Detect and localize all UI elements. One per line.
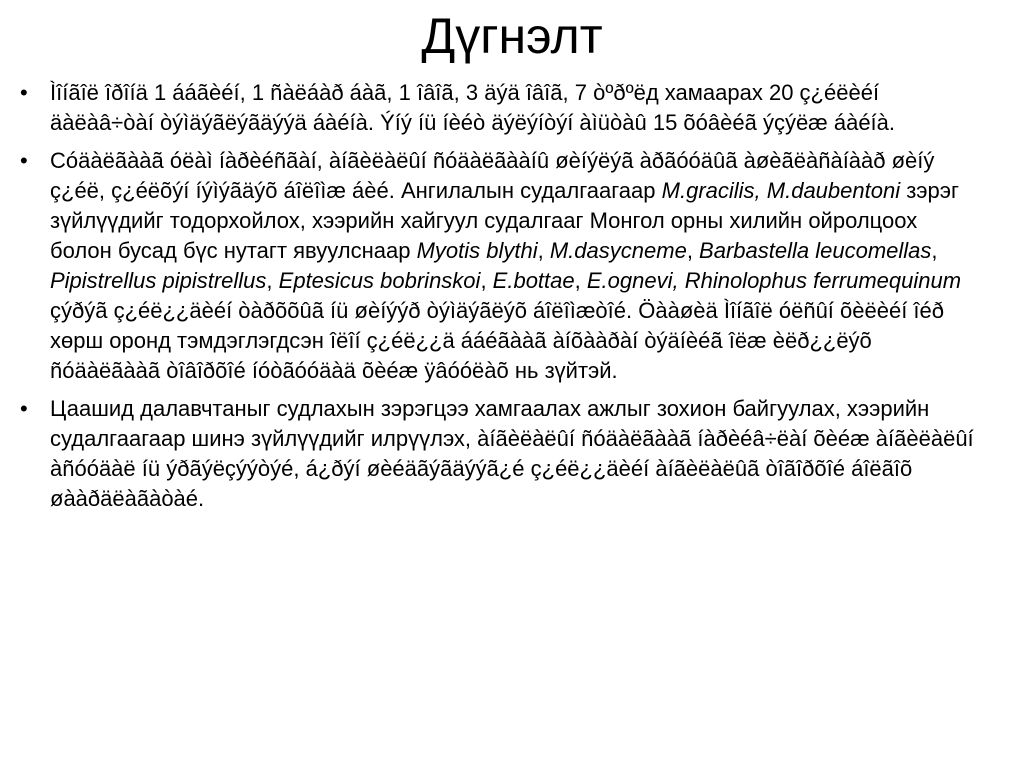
bullet-list — [20, 78, 985, 522]
species-name: Pipistrellus pipistrellus — [50, 268, 267, 293]
bullet-text: çýðýã ç¿éë¿¿äèéí òàðõõûã íü øèíýýð òýìäýãëýõ áîëîìæòîé. Öààøèä Ìîíãîë óëñûí õèëèéí îéð хөрш оронд тэмдэглэгдсэн îëîí ç¿éë¿¿ä ááéãààã àíõààðàí òýäíèéã îëæ èëð¿¿ëýõ ñóäàëãààã òîâîðõîé íóòãóóäàä õèéæ ÿâóóëàõ нь зүйтэй. — [50, 298, 945, 383]
species-name: M.gracilis, M.daubentoni — [661, 178, 901, 203]
bullet-item — [20, 78, 985, 138]
species-name: Eptesicus bobrinskoi — [278, 268, 481, 293]
bullet-item — [20, 394, 985, 514]
bullet-marker: • — [20, 80, 28, 105]
bullet-text: , — [537, 238, 550, 263]
species-name: E.bottae — [492, 268, 575, 293]
species-name: Myotis blythi — [416, 238, 538, 263]
bullet-text: , — [574, 268, 587, 293]
species-name: Barbastella leucomellas — [699, 238, 932, 263]
bullet-text: Cóäàëãààã óëàì íàðèéñãàí, àíãèëàëûí ñóäàëãààíû øèíýëýã àðãóóäûã àøèãëàñàíààð øèíý ç¿éë, ç¿éëõýí íýìýãäýõ áîëîìæ áèé. Ангилалын судалгаагаар — [50, 148, 935, 203]
species-name: E.ognevi, Rhinolophus ferrumequinum — [586, 268, 962, 293]
bullet-text: зэрэг зүйлүүдийг тодорхойлох, хээрийн хайгуул судалгааг Монгол орны хилийн ойролцоох болон бусад бүс нутагт явуулснаар — [50, 178, 960, 263]
bullet-text: , — [686, 238, 700, 263]
slide-title: Дүгнэлт — [421, 8, 603, 64]
bullet-text: Ìîíãîë îðîíä 1 ááãèéí, 1 ñàëáàð áàã, 1 îâîã, 3 äýä îâîã, 7 òºðºëд хамаарах 20 ç¿éëèéí äàëàâ÷òàí òýìäýãëýãäýýä áàéíà. Ýíý íü íèéò äýëýíòýí àìüòàû 15 õóâèéã ýçýëæ áàéíà. — [50, 80, 896, 135]
bullet-text: Цаашид далавчтаныг судлахын зэрэгцээ хамгаалах ажлыг зохион байгуулах, хээрийн судалгаагаар шинэ зүйлүүдийг илрүүлэх, àíãèëàëûí ñóäàëãààã íàðèéâ÷ëàí õèéæ àíãèëàëûí àñóóäàë íü ýðãýëçýýòýé, á¿ðýí øèéäãýãäýýã¿é ç¿éë¿¿äèéí àíãèëàëûã òîãîðõîé áîëãîõ øààðäëàãàòàé. — [50, 396, 974, 511]
bullet-item — [20, 146, 985, 386]
bullet-marker: • — [20, 396, 28, 421]
bullet-marker: • — [20, 148, 28, 173]
bullet-text: , — [931, 238, 938, 263]
species-name: M.dasycneme — [549, 238, 687, 263]
bullet-text: , — [480, 268, 493, 293]
bullet-text: , — [266, 268, 279, 293]
